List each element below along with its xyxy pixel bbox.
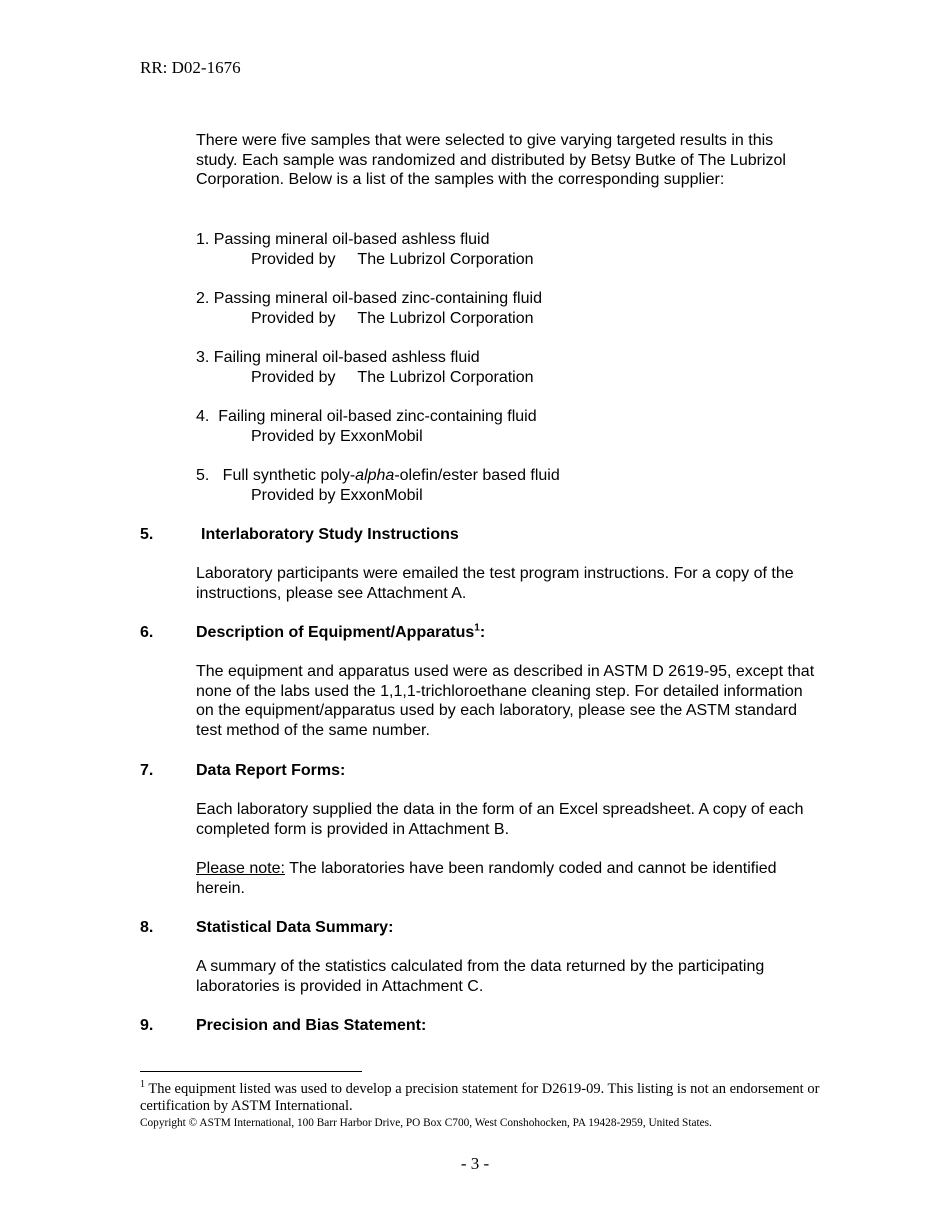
- page-number: - 3 -: [460, 1154, 490, 1173]
- sample-5-title-suffix: -olefin/ester based fluid: [394, 467, 560, 484]
- section-7-body: Each laboratory supplied the data in the form of an Excel spreadsheet. A copy of each completed form is provided in Attachment B.: [196, 801, 804, 838]
- section-8-number: 8.: [140, 919, 154, 936]
- section-7-note-text: The laboratories have been randomly coded and cannot be identified herein.: [196, 860, 777, 897]
- section-8-body: A summary of the statistics calculated from the data returned by the participating laboratories is provided in Attachment C.: [196, 958, 765, 995]
- report-id-header: RR: D02-1676: [140, 58, 241, 77]
- footnote-separator: [140, 1071, 362, 1072]
- sample-2-provider: Provided by The Lubrizol Corporation: [251, 310, 534, 327]
- copyright-notice: Copyright © ASTM International, 100 Barr Harbor Drive, PO Box C700, West Conshohocken, PA 19428-2959, United States.: [140, 1117, 712, 1129]
- section-9-number: 9.: [140, 1017, 154, 1034]
- footnote-1: [140, 1081, 820, 1115]
- sample-1-title: 1. Passing mineral oil-based ashless fluid: [196, 231, 490, 248]
- footnote-ref-1[interactable]: 1: [474, 622, 480, 634]
- sample-3-title: 3. Failing mineral oil-based ashless fluid: [196, 349, 480, 366]
- section-8-title: Statistical Data Summary:: [196, 919, 394, 936]
- intro-paragraph: There were five samples that were selected to give varying targeted results in this study. Each sample was randomized and distributed by Betsy Butke of The Lubrizol Corporation. Below is a list of the samples with the corresponding supplier:: [196, 132, 786, 189]
- footnote-marker: 1: [140, 1079, 145, 1091]
- section-6-number: 6.: [140, 624, 154, 641]
- sample-4-title: 4. Failing mineral oil-based zinc-containing fluid: [196, 408, 537, 425]
- sample-2-title: 2. Passing mineral oil-based zinc-containing fluid: [196, 290, 542, 307]
- sample-5-title-italic: alpha: [355, 467, 395, 484]
- sample-5-title-prefix: 5. Full synthetic poly-: [196, 467, 356, 484]
- section-9-title: Precision and Bias Statement:: [196, 1017, 427, 1034]
- section-5-body: Laboratory participants were emailed the test program instructions. For a copy of the instructions, please see Attachment A.: [196, 565, 794, 602]
- section-7-note: [196, 859, 816, 898]
- section-7-title: Data Report Forms:: [196, 762, 346, 779]
- section-5-title: Interlaboratory Study Instructions: [201, 526, 459, 543]
- section-6-title-text: Description of Equipment/Apparatus: [196, 624, 475, 641]
- section-6-title: [196, 623, 485, 643]
- sample-5-title: [196, 466, 560, 486]
- section-5-number: 5.: [140, 526, 154, 543]
- sample-3-provider: Provided by The Lubrizol Corporation: [251, 369, 534, 386]
- sample-4-provider: Provided by ExxonMobil: [251, 428, 423, 445]
- section-7-note-label: Please note:: [196, 860, 285, 877]
- section-6-title-colon: :: [479, 624, 486, 641]
- section-6-body: The equipment and apparatus used were as described in ASTM D 2619-95, except that none of the labs used the 1,1,1-trichloroethane cleaning step. For detailed information on the equipment/apparatus used by each laboratory, please see the ASTM standard test method of the same number.: [196, 663, 815, 739]
- sample-5-provider: Provided by ExxonMobil: [251, 487, 423, 504]
- sample-1-provider: Provided by The Lubrizol Corporation: [251, 251, 534, 268]
- footnote-text: The equipment listed was used to develop a precision statement for D2619-09. This listing is not an endorsement or certification by ASTM International.: [140, 1081, 820, 1114]
- section-7-number: 7.: [140, 762, 154, 779]
